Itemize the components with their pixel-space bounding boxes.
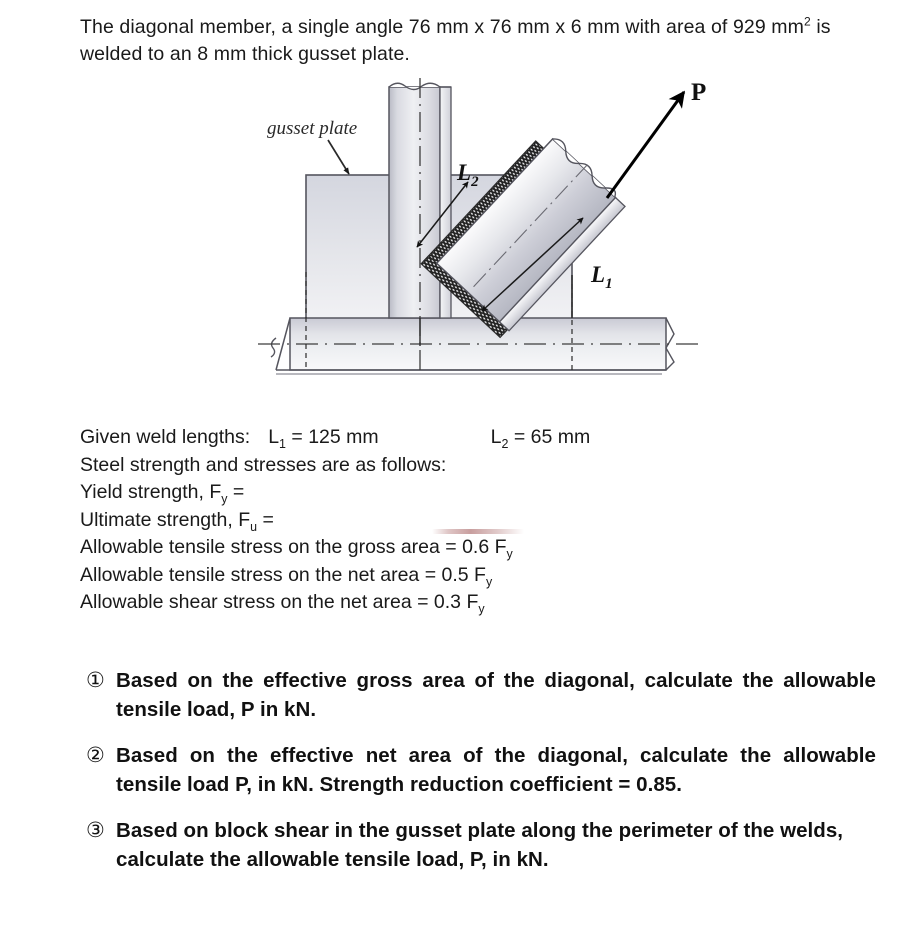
- yield-equals: =: [227, 481, 245, 503]
- weld-lengths-label: Given weld lengths:: [80, 426, 251, 448]
- L1-value: = 125 mm: [291, 426, 379, 448]
- question-item: [86, 666, 876, 724]
- ultimate-strength-row: [80, 507, 780, 535]
- net-area-shear-stress-text: Allowable shear stress on the net area = 0.3 F: [80, 591, 479, 613]
- ultimate-strength-label: Ultimate strength, F: [80, 508, 251, 531]
- net-area-tensile-stress-row: [80, 562, 780, 590]
- force-label: P: [691, 79, 707, 106]
- question-text: Based on the effective gross area of the diagonal, calculate the allowable tensile load, P in kN.: [116, 669, 876, 721]
- yield-strength-label: Yield strength, F: [80, 481, 222, 503]
- question-number: ③: [86, 819, 105, 842]
- question-item: [86, 816, 876, 874]
- yield-strength-row: [80, 479, 780, 507]
- force-arrow-P: [607, 92, 684, 198]
- question-number: ②: [86, 744, 105, 767]
- gusset-plate-leader: [328, 140, 349, 174]
- question-number: ①: [86, 669, 105, 692]
- steel-strength-heading: Steel strength and stresses are as follows:: [80, 453, 447, 476]
- area-unit-exponent: 2: [804, 14, 811, 29]
- question-item: [86, 741, 876, 799]
- dimension-L2-label: $L_2$: [457, 160, 479, 190]
- given-data-block: [80, 424, 780, 617]
- net-area-tensile-subscript: y: [485, 574, 493, 589]
- L1-subscript: 1: [279, 436, 286, 451]
- L1-symbol: L: [268, 426, 280, 448]
- bottom-chord-member: [258, 318, 702, 374]
- question-text: Based on the effective net area of the diagonal, calculate the allowable tensile load P, in kN. Strength reduction coefficient = 0.85.: [116, 744, 876, 796]
- net-area-tensile-stress-text: Allowable tensile stress on the net area = 0.5 F: [80, 563, 486, 586]
- L2-subscript: 2: [501, 436, 509, 451]
- question-text: Based on block shear in the gusset plate along the perimeter of the welds, calculate the allowable tensile load, P, in kN.: [116, 819, 844, 871]
- net-area-shear-subscript: y: [478, 601, 485, 616]
- L2-value: = 65 mm: [513, 426, 591, 448]
- ultimate-subscript: u: [250, 519, 258, 534]
- gross-area-stress-subscript: y: [506, 546, 513, 561]
- weld-lengths-row: [80, 424, 780, 452]
- connection-detail-figure: [250, 70, 710, 420]
- yield-subscript: y: [221, 491, 228, 506]
- dimension-L1-label: $L_1$: [591, 262, 613, 292]
- net-area-shear-stress-row: [80, 589, 780, 617]
- gross-area-stress-text: Allowable tensile stress on the gross area = 0.6 F: [80, 536, 507, 558]
- problem-statement-part2: is welded to an 8 mm thick gusset plate.: [80, 16, 831, 65]
- gross-area-stress-row: [80, 534, 780, 562]
- problem-statement-part1: The diagonal member, a single angle 76 mm x 76 mm x 6 mm with area of 929 mm: [80, 16, 804, 38]
- L2-symbol: L: [490, 426, 502, 448]
- ultimate-equals: =: [257, 508, 274, 531]
- gusset-plate-label: gusset plate: [267, 118, 358, 139]
- problem-statement: [80, 14, 870, 68]
- questions-list: [86, 666, 876, 891]
